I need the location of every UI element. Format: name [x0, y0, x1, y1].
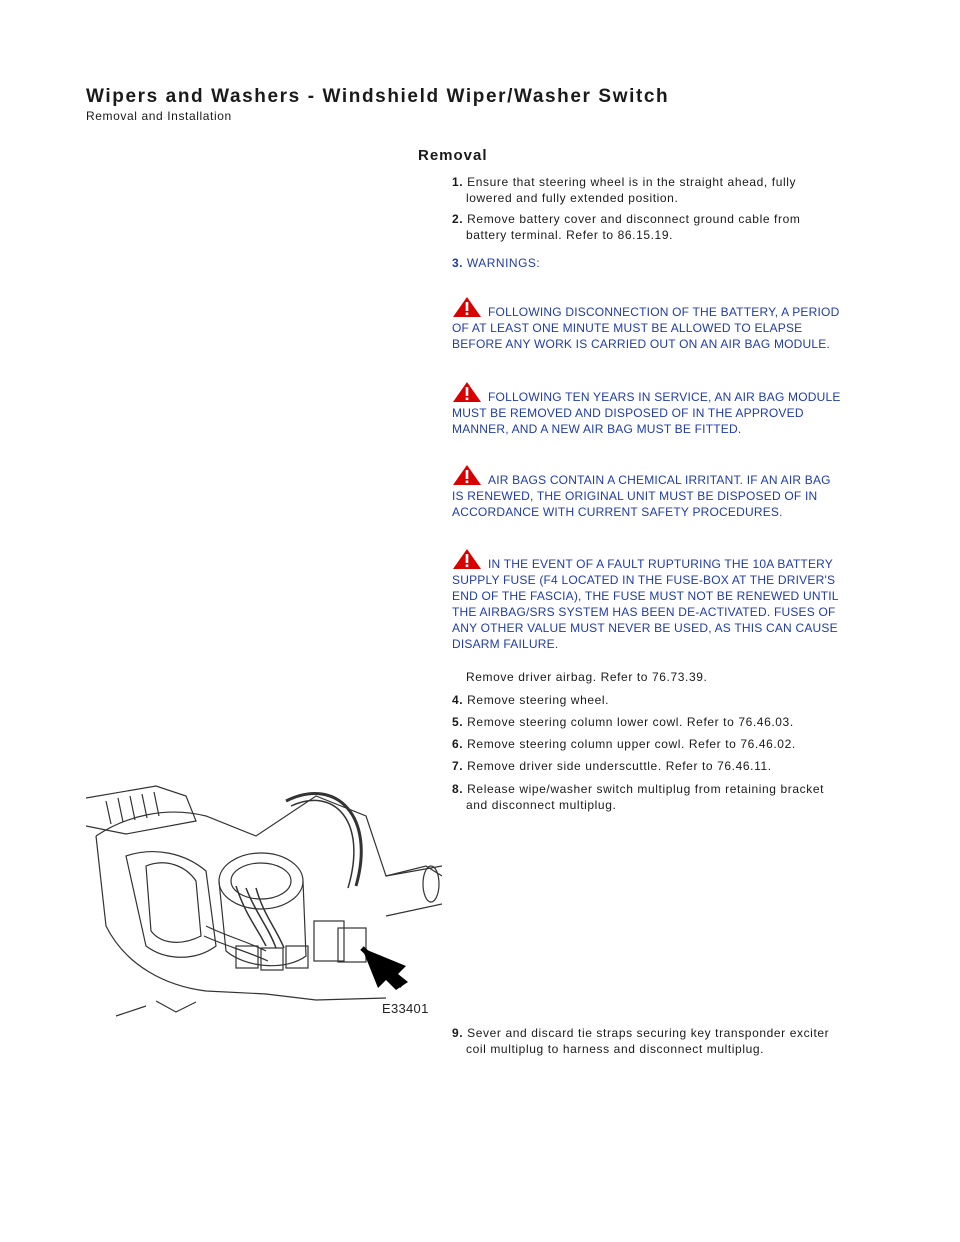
- wiper-switch-multiplug-illustration: [86, 776, 442, 1020]
- step-number: 1.: [452, 175, 464, 189]
- warning-line: AIR BAGS CONTAIN A CHEMICAL IRRITANT. IF AN AIR BAG: [488, 473, 831, 487]
- warning-block: [452, 296, 872, 352]
- step-number: 6.: [452, 737, 464, 751]
- warning-triangle-icon: [452, 464, 482, 486]
- step-6: [452, 736, 862, 752]
- step-text: Ensure that steering wheel is in the straight ahead, fully: [467, 175, 797, 189]
- step-2: [452, 211, 862, 243]
- warning-line: ANY OTHER VALUE MUST NEVER BE USED, AS THIS CAN CAUSE: [452, 621, 838, 635]
- page-subtitle: Removal and Installation: [86, 109, 232, 123]
- step-text: Sever and discard tie straps securing key transponder exciter: [467, 1026, 830, 1040]
- step-number: 7.: [452, 759, 464, 773]
- step-text: Remove steering column upper cowl. Refer to 76.46.02.: [467, 737, 796, 751]
- warning-block: [452, 548, 872, 652]
- step-8: [452, 781, 862, 813]
- step-text: Remove driver side underscuttle. Refer to 76.46.11.: [467, 759, 772, 773]
- page-title: Wipers and Washers - Windshield Wiper/Washer Switch: [86, 86, 670, 107]
- warning-line: END OF THE FASCIA), THE FUSE MUST NOT BE RENEWED UNTIL: [452, 589, 839, 603]
- step-number: 9.: [452, 1026, 464, 1040]
- step-7: [452, 758, 862, 774]
- step-5: [452, 714, 862, 730]
- step-text: Remove battery cover and disconnect ground cable from: [467, 212, 801, 226]
- step-number: 4.: [452, 693, 464, 707]
- step-number: 5.: [452, 715, 464, 729]
- warning-line: FOLLOWING TEN YEARS IN SERVICE, AN AIR BAG MODULE: [488, 390, 841, 404]
- warning-line: FOLLOWING DISCONNECTION OF THE BATTERY, A PERIOD: [488, 305, 840, 319]
- step-text: Remove steering wheel.: [467, 693, 610, 707]
- step-text: Release wipe/washer switch multiplug from retaining bracket: [467, 782, 825, 796]
- step-text-continued: and disconnect multiplug.: [466, 798, 617, 812]
- step-number: 8.: [452, 782, 464, 796]
- section-heading-removal: Removal: [418, 147, 488, 164]
- step-1: [452, 174, 862, 206]
- note-remove-driver-airbag: Remove driver airbag. Refer to 76.73.39.: [466, 670, 708, 684]
- warning-line: IN THE EVENT OF A FAULT RUPTURING THE 10A BATTERY: [488, 557, 833, 571]
- warning-block: [452, 381, 872, 437]
- warning-line: DISARM FAILURE.: [452, 637, 559, 651]
- step-text-continued: battery terminal. Refer to 86.15.19.: [466, 228, 674, 242]
- step-number: 2.: [452, 212, 464, 226]
- step-3-warnings-heading: [452, 256, 540, 270]
- warning-line: SUPPLY FUSE (F4 LOCATED IN THE FUSE-BOX AT THE DRIVER'S: [452, 573, 836, 587]
- step-4: [452, 692, 862, 708]
- warning-line: MUST BE REMOVED AND DISPOSED OF IN THE APPROVED: [452, 406, 804, 420]
- step-text-continued: lowered and fully extended position.: [466, 191, 679, 205]
- step-text: Remove steering column lower cowl. Refer to 76.46.03.: [467, 715, 794, 729]
- step-text-continued: coil multiplug to harness and disconnect multiplug.: [466, 1042, 765, 1056]
- warning-line: OF AT LEAST ONE MINUTE MUST BE ALLOWED TO ELAPSE: [452, 321, 803, 335]
- warning-triangle-icon: [452, 548, 482, 570]
- warning-line: ACCORDANCE WITH CURRENT SAFETY PROCEDURES.: [452, 505, 783, 519]
- warning-block: [452, 464, 872, 520]
- step-number: 3.: [452, 256, 464, 270]
- warning-triangle-icon: [452, 296, 482, 318]
- step-text: WARNINGS:: [466, 256, 541, 270]
- warning-line: MANNER, AND A NEW AIR BAG MUST BE FITTED.: [452, 422, 742, 436]
- warning-line: IS RENEWED, THE ORIGINAL UNIT MUST BE DISPOSED OF IN: [452, 489, 818, 503]
- figure-code: E33401: [382, 1001, 429, 1016]
- step-9: [452, 1025, 862, 1057]
- warning-line: BEFORE ANY WORK IS CARRIED OUT ON AN AIR BAG MODULE.: [452, 337, 831, 351]
- warning-triangle-icon: [452, 381, 482, 403]
- warning-line: THE AIRBAG/SRS SYSTEM HAS BEEN DE-ACTIVATED. FUSES OF: [452, 605, 836, 619]
